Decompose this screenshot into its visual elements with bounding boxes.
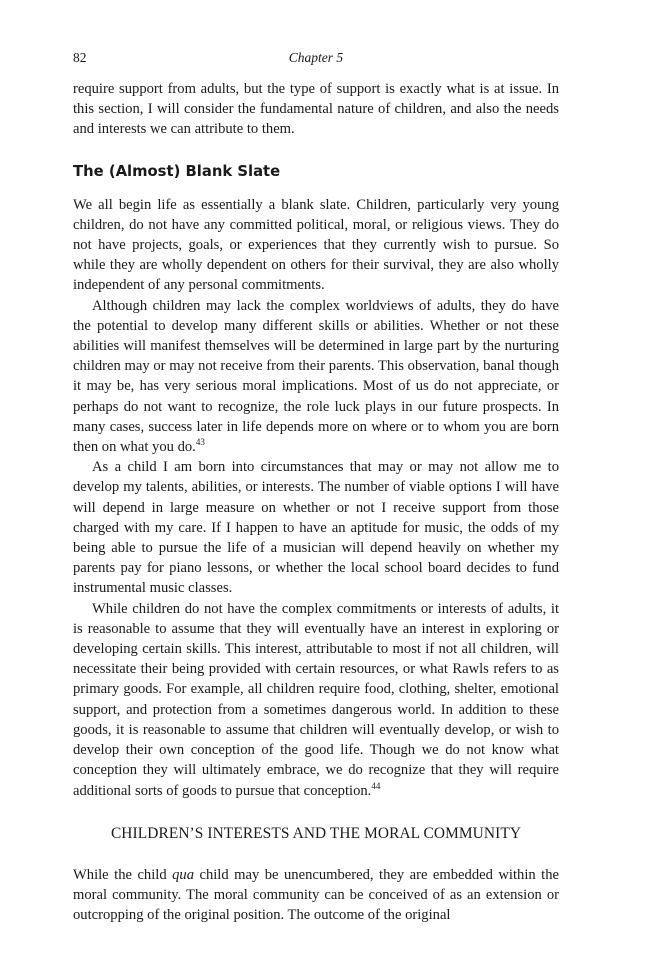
paragraph-text: Although children may lack the complex worldviews of adults, they do have the potential to develop many different skills or abilities. Whether or not these abilities will manifest themselves will be determined in large part by the nurturing children may or may not receive from their parents. This observation, banal though it may be, has very serious moral implications. Most of us do not appreciate, or perhaps do not want to recognize, the role luck plays in our future prospects. In many cases, success later in life depends more on where or to whom you are born then on what you do.: [73, 297, 559, 456]
paragraph: [73, 599, 559, 801]
italic-term: qua: [172, 866, 194, 883]
section-heading-childrens-interests: CHILDREN’S INTERESTS AND THE MORAL COMMUNITY: [110, 824, 522, 842]
paragraph: [73, 296, 559, 458]
paragraph-text: While children do not have the complex commitments or interests of adults, it is reasonable to assume that they will eventually have an interest in exploring or developing certain skills. This interest, attributable to most if not all children, will necessitate their being provided with certain resources, or what Rawls refers to as primary goods. For example, all children require food, clothing, shelter, emotional support, and protection from a sometimes dangerous world. In addition to these goods, it is reasonable to assume that children will eventually develop, or wish to develop their own conception of the good life. Though we do not know what conception they will ultimately embrace, we do recognize that they will require additional sorts of goods to pursue that conception.: [73, 600, 559, 799]
footnote-marker: 43: [195, 437, 205, 448]
intro-paragraph: require support from adults, but the type of support is exactly what is at issue. In this section, I will consider the fundamental nature of children, and also the needs and interests we can attribute to them.: [73, 81, 559, 138]
footnote-marker: 44: [371, 780, 381, 791]
paragraph: We all begin life as essentially a blank slate. Children, particularly very young children, do not have any committed political, moral, or religious views. They do not have projects, goals, or experiences that they currently wish to pursue. So while they are wholly dependent on others for their survival, they are also wholly independent of any personal commitments.: [73, 196, 559, 294]
paragraph: [73, 865, 559, 926]
paragraph-text: child may be unencumbered, they are embedded within the moral community. The moral community can be conceived of as an extension or outcropping of the original position. The outcome of the original: [73, 866, 559, 924]
section-heading-blank-slate: The (Almost) Blank Slate: [73, 162, 281, 180]
paragraph-text: While the child: [73, 866, 173, 883]
running-header: [73, 48, 559, 68]
book-page: [73, 48, 559, 925]
chapter-label: Chapter 5: [288, 50, 344, 65]
page-number: 82: [73, 50, 87, 65]
paragraph: As a child I am born into circumstances that may or may not allow me to develop my talents, abilities, or interests. The number of viable options I will have will depend in large measure on whether or not I receive support from those charged with my care. If I happen to have an aptitude for music, the odds of my being able to pursue the life of a musician will depend heavily on whether my parents pay for piano lessons, or whether the local school board decides to fund instrumental music classes.: [73, 459, 559, 597]
